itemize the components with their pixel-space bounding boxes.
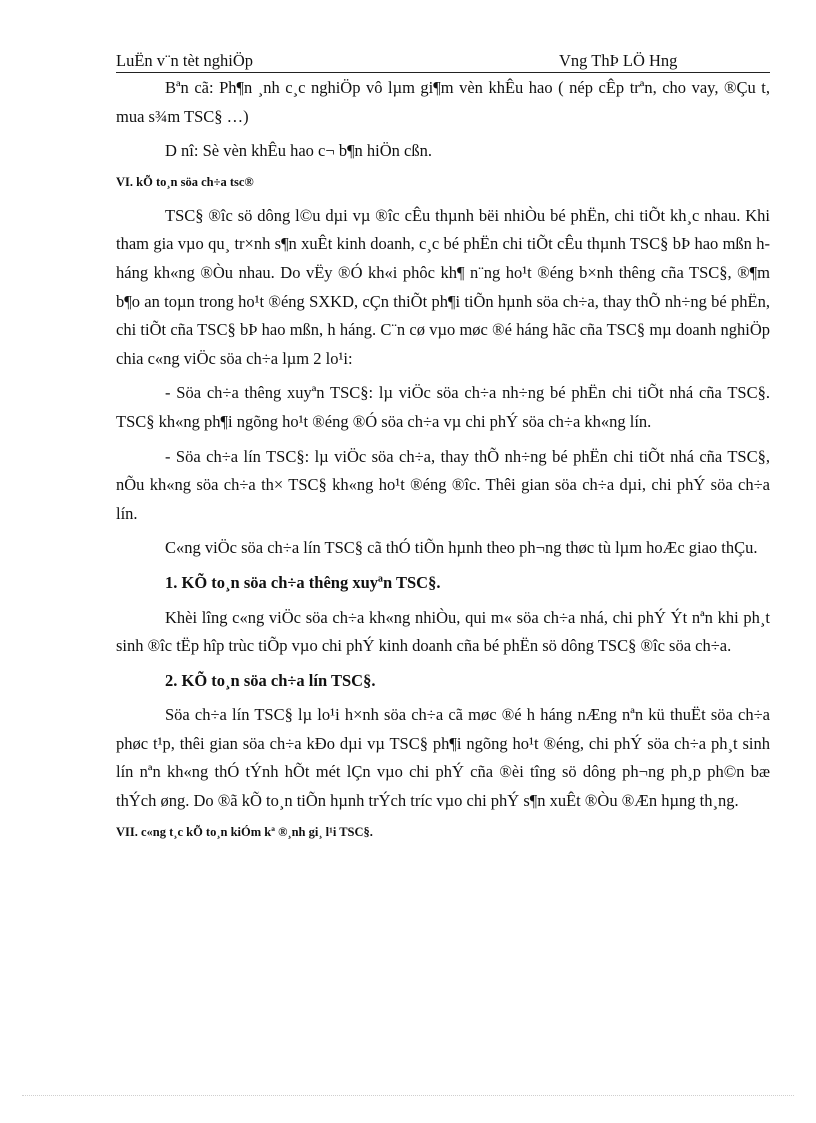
header-author: Vng ThÞ LÖ Hng xyxy=(559,51,678,70)
document-body xyxy=(116,74,770,852)
page-bottom-divider xyxy=(22,1095,794,1096)
paragraph-major-accounting: Söa ch÷a lín TSC§ lµ lo¹i h×nh söa ch÷a cã møc ®é h háng nÆng nªn kü thuËt söa ch÷a phøc t¹p, thêi gian söa ch÷a kÐo dµi vµ TSC§ ph¶i ngõng ho¹t ®éng, chi phÝ söa ch÷a ph¸t sinh lín nªn kh«ng thÓ tÝnh hÕt mét lÇn vµo chi phÝ cña ®èi tîng sö dông ph¬ng ph¸p ph©n bæ thÝch øng. Do ®ã kÕ to¸n tiÕn hµnh trÝch tríc vµo chi phÝ s¶n xuÊt ®Òu ®Æn hµng th¸ng. xyxy=(116,705,770,811)
section-heading-vii: VII. c«ng t¸c kÕ to¸n kiÓm kª ®¸nh gi¸ l¹i TSC§. xyxy=(116,824,373,839)
subheading-2: 2. KÕ to¸n söa ch÷a lín TSC§. xyxy=(165,670,376,690)
page-header xyxy=(116,50,770,73)
paragraph-major-repair: - Söa ch÷a lín TSC§: lµ viÖc söa ch÷a, thay thÕ nh÷ng bé phËn chi tiÕt nhá cña TSC§, nÕu kh«ng söa ch÷a th× TSC§ kh«ng ho¹t ®éng ®îc. Thêi gian söa ch÷a dµi, chi phÝ söa ch÷a lín. xyxy=(116,446,770,523)
paragraph-debit-balance: D nî: Sè vèn khÊu hao c¬ b¶n hiÖn cßn. xyxy=(165,141,432,161)
subheading-1: 1. KÕ to¸n söa ch÷a thêng xuyªn TSC§. xyxy=(165,572,441,592)
paragraph-repair-intro: TSC§ ®îc sö dông l©u dµi vµ ®îc cÊu thµnh bëi nhiÒu bé phËn, chi tiÕt kh¸c nhau. Khi tham gia vµo qu¸ tr×nh s¶n xuÊt kinh doanh, c¸c bé phËn chi tiÕt cÊu thµnh TSC§ bÞ hao mßn h háng kh«ng ®Òu nhau. Do vËy ®Ó kh«i phôc kh¶ n¨ng ho¹t ®éng b×nh thêng cña TSC§, ®¶m b¶o an toµn trong ho¹t ®éng SXKD, cÇn thiÕt ph¶i tiÕn hµnh söa ch÷a, thay thÕ nh÷ng bé phËn, chi tiÕt cña TSC§ bÞ hao mßn, h háng. C¨n cø vµo møc ®é háng hãc cña TSC§ mµ doanh nghiÖp chia c«ng viÖc söa ch÷a lµm 2 lo¹i: xyxy=(116,205,770,368)
header-title: LuËn v¨n tèt nghiÖp xyxy=(116,51,254,70)
paragraph-credit-side: Bªn cã: Ph¶n ¸nh c¸c nghiÖp vô lµm gi¶m vèn khÊu hao ( nép cÊp trªn, cho vay, ®Çu t, mua s¾m TSC§ …) xyxy=(116,78,770,126)
paragraph-routine-repair: - Söa ch÷a thêng xuyªn TSC§: lµ viÖc söa ch÷a nh÷ng bé phËn chi tiÕt nhá cña TSC§. TSC§ kh«ng ph¶i ngõng ho¹t ®éng ®Ó söa ch÷a vµ chi phÝ söa ch÷a kh«ng lín. xyxy=(116,383,770,431)
section-heading-vi: VI. kÕ to¸n söa ch÷a tsc® xyxy=(116,174,254,189)
paragraph-repair-method: C«ng viÖc söa ch÷a lín TSC§ cã thÓ tiÕn hµnh theo ph¬ng thøc tù lµm hoÆc giao thÇu. xyxy=(165,538,758,558)
paragraph-routine-accounting: Khèi lîng c«ng viÖc söa ch÷a kh«ng nhiÒu, qui m« söa ch÷a nhá, chi phÝ Ýt nªn khi ph¸t sinh ®îc tËp hîp trùc tiÕp vµo chi phÝ kinh doanh cña bé phËn sö dông TSC§ ®îc söa ch÷a. xyxy=(116,607,770,656)
